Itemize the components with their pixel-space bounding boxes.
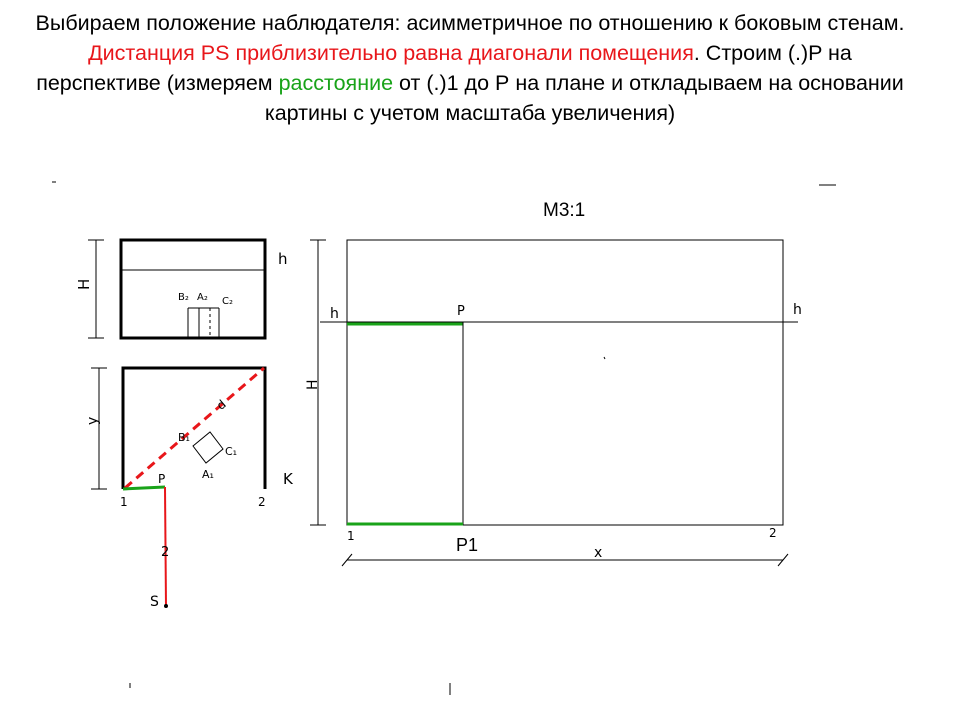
diagonal-dashed — [125, 368, 264, 488]
stray-marks — [52, 182, 836, 695]
plan-K-label: K — [283, 470, 293, 488]
scale-label: М3:1 — [543, 200, 586, 221]
y-dimension — [91, 368, 107, 489]
elevation-h-label: h — [278, 250, 288, 268]
title-text-3: от (.)1 до Р на плане и откладываем на основании картины с учетом масштаба увеличения) — [264, 71, 904, 125]
perspective-h-right: h — [793, 302, 802, 318]
furniture-plan — [193, 432, 223, 463]
plan-1-label: 1 — [120, 495, 128, 509]
plan-distance-label: 2 — [161, 545, 170, 560]
left-plan — [85, 368, 294, 610]
title-text-2: . Строим (.)P на перспективе (измеряем — [36, 41, 852, 95]
label-C2: C₂ — [222, 296, 233, 307]
plan-segment-1P — [123, 487, 165, 489]
elevation-frame — [121, 240, 265, 338]
title-text-1: Выбираем положение наблюдателя: асимметричное по отношению к боковым стенам. — [35, 11, 905, 35]
label-B1: B₁ — [178, 431, 190, 444]
perspective-frame — [347, 240, 783, 525]
furniture-elevation — [188, 308, 219, 338]
plan-y-label: y — [85, 416, 101, 425]
perspective-H-label: H — [305, 379, 321, 390]
point-S — [164, 604, 168, 608]
perspective-h-left: h — [330, 306, 339, 322]
perspective-2-label: 2 — [769, 526, 777, 540]
plan-S-label: S — [150, 594, 159, 610]
label-C1: C₁ — [225, 445, 238, 458]
elevation-H-label: H — [75, 278, 93, 290]
x-dimension — [342, 554, 788, 566]
perspective-1-label: 1 — [347, 529, 355, 543]
left-elevation — [75, 240, 288, 338]
plan-d-label: d — [213, 397, 229, 413]
perspective-P-label: P — [457, 304, 465, 319]
plan-2-label: 2 — [258, 495, 266, 509]
title-text-red: Дистанция PS приблизительно равна диагонали помещения — [88, 41, 694, 65]
perspective-x-label: x — [594, 545, 603, 561]
label-A1: A₁ — [202, 468, 214, 481]
title-text-green: расстояние — [278, 71, 394, 95]
label-A2: A₂ — [197, 292, 208, 303]
perspective — [305, 240, 802, 566]
label-B2: B₂ — [178, 292, 189, 303]
plan-P-label: P — [158, 472, 166, 486]
p1-label: P1 — [456, 535, 479, 555]
